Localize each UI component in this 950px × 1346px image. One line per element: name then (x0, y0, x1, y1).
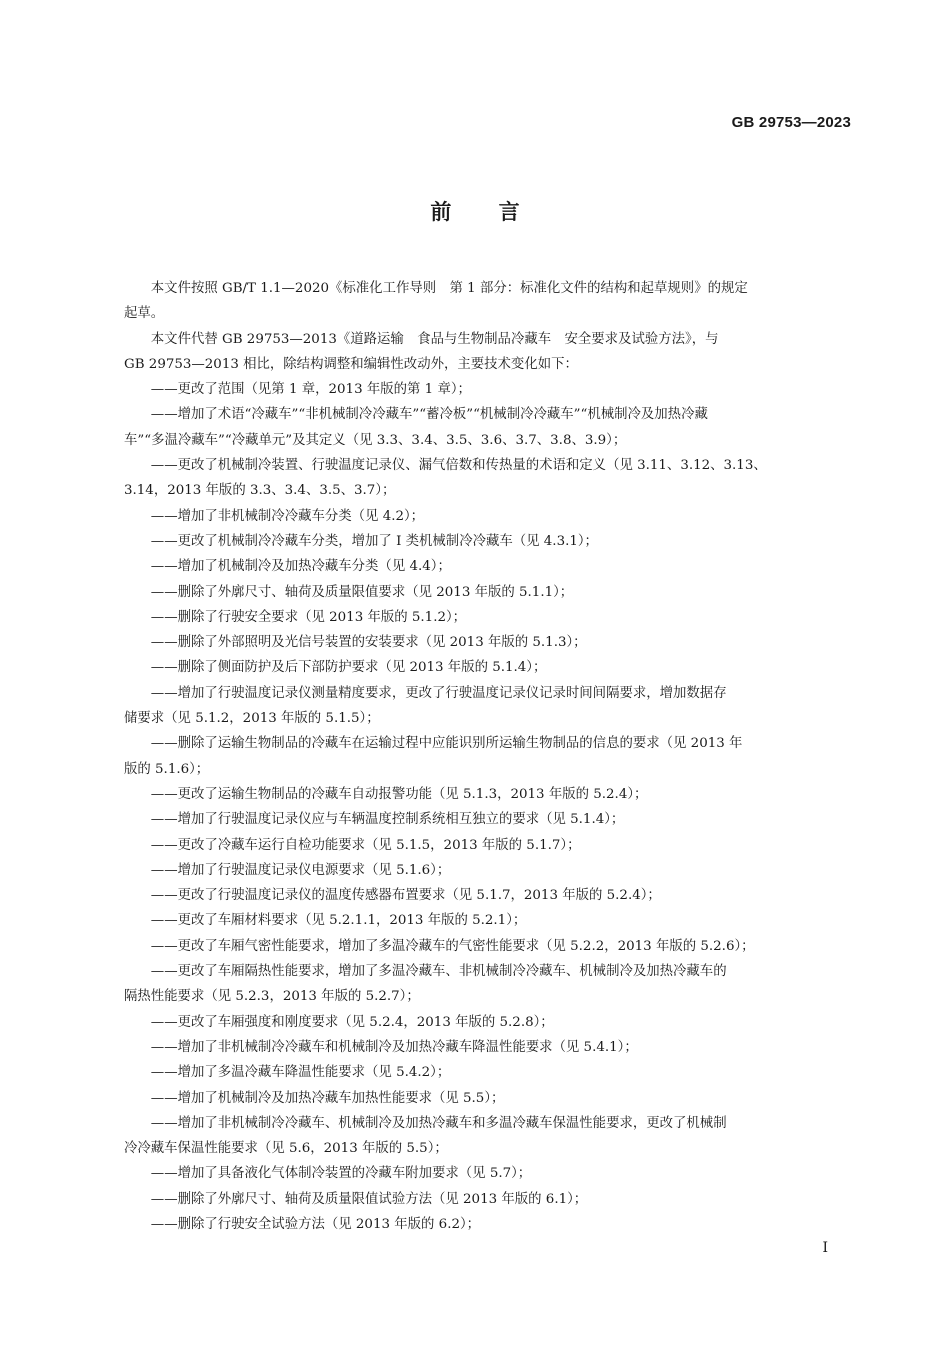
change-item-continuation: 3.14，2013 年版的 3.3、3.4、3.5、3.7）； (124, 483, 396, 499)
paragraph-line: 起草。 (124, 306, 165, 322)
change-item (124, 1086, 852, 1111)
page-number: I (822, 1240, 828, 1256)
change-item-line: ——增加了具备液化气体制冷装置的冷藏车附加要求（见 5.7）； (150, 1166, 532, 1182)
changes-list (124, 377, 852, 1237)
change-item-line: ——增加了机械制冷及加热冷藏车加热性能要求（见 5.5）； (150, 1090, 505, 1106)
change-item-line: ——更改了冷藏车运行自检功能要求（见 5.1.5，2013 年版的 5.1.7）； (150, 837, 581, 853)
change-item (124, 833, 852, 858)
paragraph-line: 本文件代替 GB 29753—2013《道路运输 食品与生物制品冷藏车 安全要求及试验方法》，与 (150, 331, 719, 347)
change-item-line: ——增加了非机械制冷冷藏车分类（见 4.2）； (150, 508, 425, 524)
change-item (124, 934, 852, 959)
change-item (124, 453, 852, 504)
change-item-line: ——更改了机械制冷装置、行驶温度记录仪、漏气倍数和传热量的术语和定义（见 3.11、3.12、3.13、 (150, 458, 767, 474)
change-item-line: ——更改了车厢气密性能要求，增加了多温冷藏车的气密性能要求（见 5.2.2，2013 年版的 5.2.6）； (150, 938, 755, 954)
change-item (124, 858, 852, 883)
change-item-line: ——增加了行驶温度记录仪电源要求（见 5.1.6）； (150, 862, 451, 878)
change-item-continuation: 冷冷藏车保温性能要求（见 5.6，2013 年版的 5.5）； (124, 1141, 448, 1157)
change-item-line: ——增加了行驶温度记录仪测量精度要求，更改了行驶温度记录仪记录时间间隔要求，增加数据存 (150, 685, 727, 701)
change-item-line: ——更改了范围（见第 1 章，2013 年版的第 1 章）； (150, 382, 471, 398)
change-item-line: ——增加了非机械制冷冷藏车和机械制冷及加热冷藏车降温性能要求（见 5.4.1）； (150, 1039, 638, 1055)
change-item (124, 908, 852, 933)
change-item-line: ——增加了行驶温度记录仪应与车辆温度控制系统相互独立的要求（见 5.1.4）； (150, 812, 625, 828)
change-item-line: ——增加了多温冷藏车降温性能要求（见 5.4.2）； (150, 1065, 451, 1081)
change-item-line: ——更改了行驶温度记录仪的温度传感器布置要求（见 5.1.7，2013 年版的 5.2.4）； (150, 888, 661, 904)
change-item-line: ——更改了机械制冷冷藏车分类，增加了 I 类机械制冷冷藏车（见 4.3.1）； (150, 533, 598, 549)
change-item-line: ——删除了侧面防护及后下部防护要求（见 2013 年版的 5.1.4）； (150, 660, 547, 676)
change-item-continuation: 隔热性能要求（见 5.2.3，2013 年版的 5.2.7）； (124, 989, 420, 1005)
change-item (124, 402, 852, 453)
change-item-line: ——更改了车厢强度和刚度要求（见 5.2.4，2013 年版的 5.2.8）； (150, 1014, 554, 1030)
change-item-line: ——增加了非机械制冷冷藏车、机械制冷及加热冷藏车和多温冷藏车保温性能要求，更改了机械制 (150, 1115, 727, 1131)
change-item (124, 504, 852, 529)
change-item-line: ——删除了外廓尺寸、轴荷及质量限值试验方法（见 2013 年版的 6.1）； (150, 1191, 588, 1207)
change-item-line: ——删除了外部照明及光信号装置的安装要求（见 2013 年版的 5.1.3）； (150, 635, 587, 651)
change-item (124, 605, 852, 630)
paragraph-line: 本文件按照 GB/T 1.1—2020《标准化工作导则 第 1 部分：标准化文件的结构和起草规则》的规定 (150, 281, 748, 296)
change-item-continuation: 版的 5.1.6）； (124, 761, 210, 777)
page-title: 前 言 (430, 200, 520, 224)
change-item (124, 1212, 852, 1237)
change-item-line: ——删除了行驶安全要求（见 2013 年版的 5.1.2）； (150, 609, 467, 625)
change-item-line: ——删除了外廓尺寸、轴荷及质量限值要求（见 2013 年版的 5.1.1）； (150, 584, 574, 600)
change-item (124, 1111, 852, 1162)
change-item (124, 959, 852, 1010)
change-item (124, 1161, 852, 1186)
change-item-line: ——删除了行驶安全试验方法（见 2013 年版的 6.2）； (150, 1216, 481, 1232)
change-item (124, 630, 852, 655)
change-item-continuation: 储要求（见 5.1.2，2013 年版的 5.1.5）； (124, 711, 380, 727)
change-item-line: ——更改了车厢材料要求（见 5.2.1.1，2013 年版的 5.2.1）； (150, 913, 527, 929)
change-item (124, 1060, 852, 1085)
change-item-continuation: 车”“多温冷藏车”“冷藏单元”及其定义（见 3.3、3.4、3.5、3.6、3.7、3.8、3.9）； (124, 432, 627, 448)
change-item (124, 554, 852, 579)
change-item (124, 655, 852, 680)
standard-code: GB 29753—2023 (731, 114, 851, 131)
change-item (124, 782, 852, 807)
change-item-line: ——更改了运输生物制品的冷藏车自动报警功能（见 5.1.3，2013 年版的 5.2.4）； (150, 786, 648, 802)
change-item-line: ——增加了机械制冷及加热冷藏车分类（见 4.4）； (150, 559, 451, 575)
change-item-line: ——增加了术语“冷藏车”“非机械制冷冷藏车”“蓄冷板”“机械制冷冷藏车”“机械制冷及加热冷藏 (150, 407, 708, 423)
change-item (124, 681, 852, 732)
change-item (124, 731, 852, 782)
change-item-line: ——更改了车厢隔热性能要求，增加了多温冷藏车、非机械制冷冷藏车、机械制冷及加热冷藏车的 (150, 964, 727, 980)
paragraph-line: GB 29753—2013 相比，除结构调整和编辑性改动外，主要技术变化如下： (124, 356, 578, 372)
change-item (124, 580, 852, 605)
change-item (124, 883, 852, 908)
change-item (124, 1010, 852, 1035)
change-item (124, 1035, 852, 1060)
change-item (124, 377, 852, 402)
foreword-content (124, 276, 852, 1237)
change-item-line: ——删除了运输生物制品的冷藏车在运输过程中应能识别所运输生物制品的信息的要求（见 2013 年 (150, 736, 743, 752)
change-item (124, 807, 852, 832)
intro-paragraph (124, 276, 852, 327)
change-item (124, 1187, 852, 1212)
intro-paragraph (124, 327, 852, 378)
change-item (124, 529, 852, 554)
